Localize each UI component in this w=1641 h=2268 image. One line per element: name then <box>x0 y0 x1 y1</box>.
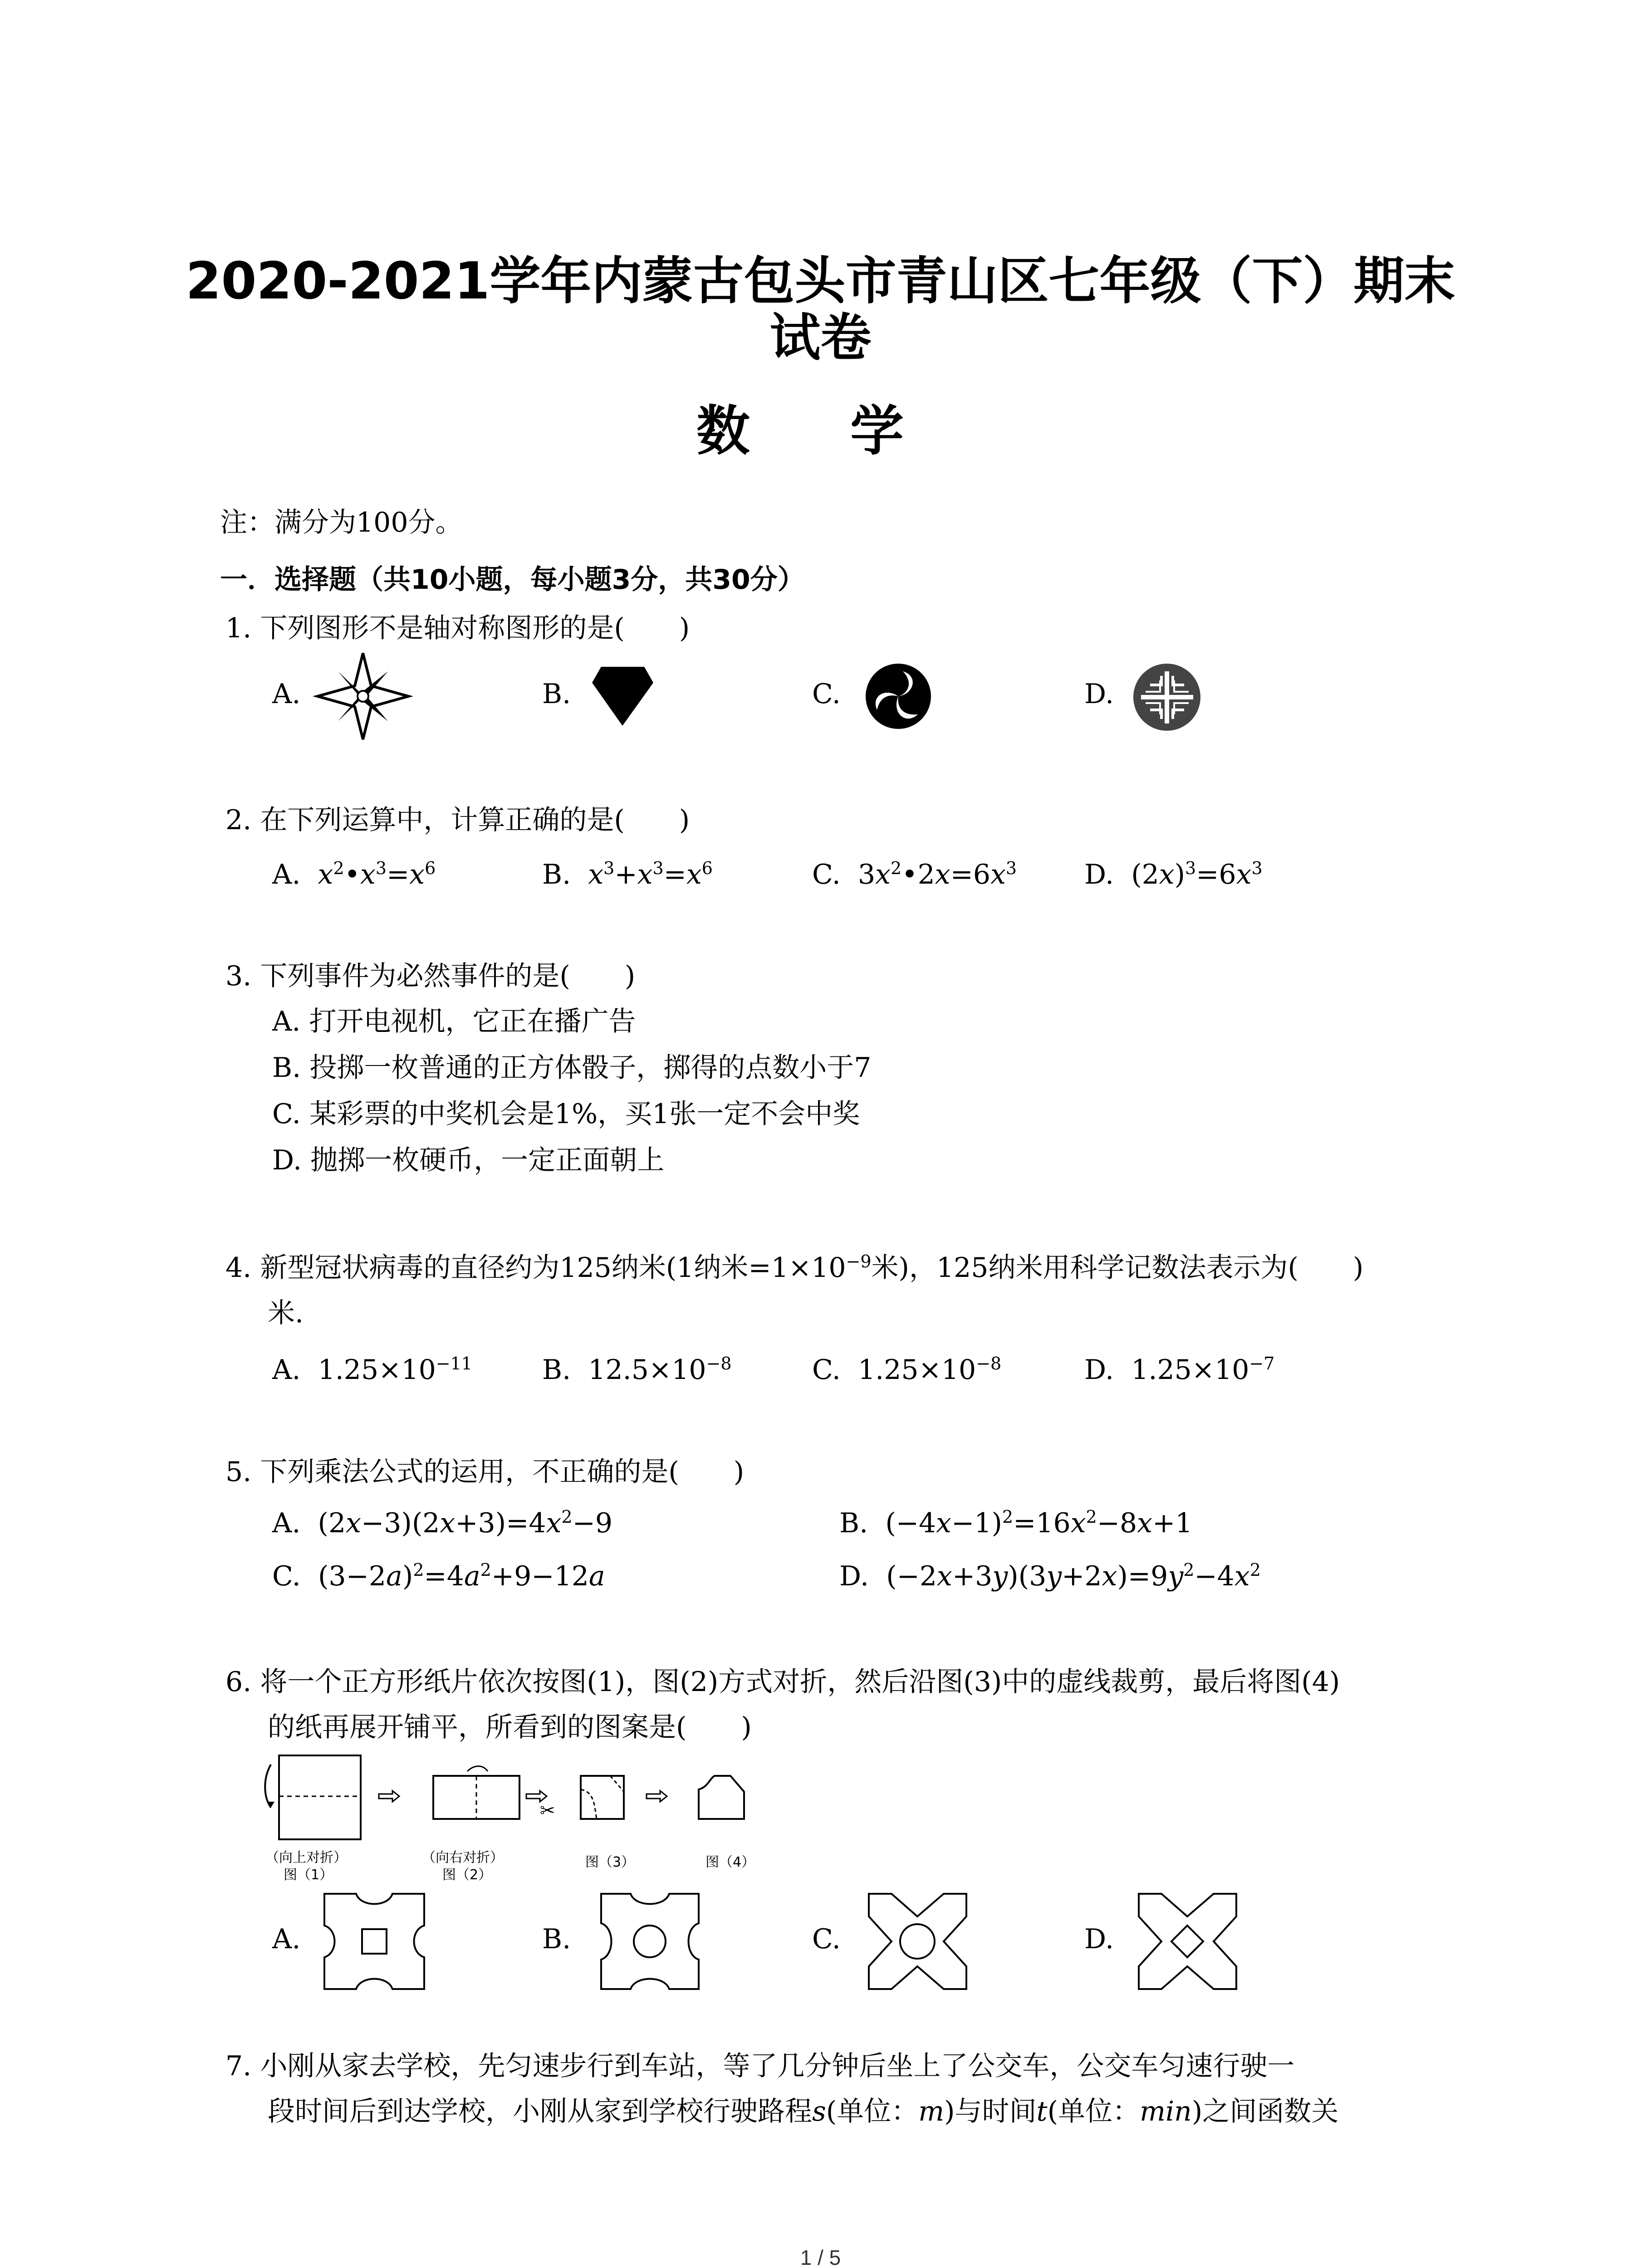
q6-option-c-pattern <box>869 1894 966 1989</box>
circular-pattern-icon <box>1132 662 1202 733</box>
section-heading: 一．选择题（共10小题，每小题3分，共30分） <box>220 564 805 596</box>
question-5-stem: 5. 下列乘法公式的运用，不正确的是( ) <box>225 1456 745 1488</box>
q6-option-c-label: C. <box>812 1923 841 1955</box>
question-4-stem: 4. 新型冠状病毒的直径约为125纳米(1纳米$=1\times 10^{-9}$米)，125纳米用科学记数法表示为( ) <box>225 1251 1364 1284</box>
q4-option-a: A. $1.25\times 10^{-11}$ <box>272 1354 472 1386</box>
page-title-line1: 2020-2021学年内蒙古包头市青山区七年级（下）期末 <box>186 252 1455 311</box>
question-4-stem-line2: 米. <box>268 1297 304 1329</box>
page-title-line2: 试卷 <box>769 308 872 367</box>
q5-option-b: B. $(-4x-1)^2=16x^2-8x+1$ <box>839 1507 1193 1539</box>
q5-option-d: D. $(-2x+3y)(3y+2x)=9y^2-4x^2$ <box>839 1560 1261 1592</box>
question-7-line2: 段时间后到达学校，小刚从家到学校行驶路程s(单位：m)与时间t(单位：min)之间函数关 <box>268 2096 1339 2127</box>
q1-option-b-label: B. <box>542 678 571 710</box>
fig4-caption: 图（4） <box>705 1854 755 1870</box>
fig3-caption: 图（3） <box>585 1854 635 1870</box>
subject-title: 数 学 <box>696 400 945 462</box>
page-number: 1 / 5 <box>800 2246 841 2268</box>
q5-option-a: A. $(2x-3)(2x+3)=4x^2-9$ <box>272 1507 613 1539</box>
question-7-line1: 7. 小刚从家去学校，先匀速步行到车站，等了几分钟后坐上了公交车，公交车匀速行驶一 <box>225 2050 1295 2082</box>
q1-option-a-label: A. <box>272 678 301 710</box>
q4-option-b: B. $12.5\times 10^{-8}$ <box>542 1354 732 1386</box>
question-1-stem: 1. 下列图形不是轴对称图形的是( ) <box>225 612 690 644</box>
q3-option-d: D. 抛掷一枚硬币，一定正面朝上 <box>272 1144 665 1176</box>
q6-option-b-label: B. <box>542 1923 571 1955</box>
triskelion-swirl-icon <box>864 662 932 730</box>
q3-option-c: C. 某彩票的中奖机会是1%，买1张一定不会中奖 <box>272 1098 860 1130</box>
q6-option-a-label: A. <box>272 1923 301 1955</box>
compass-star-icon <box>318 653 408 739</box>
question-2-stem: 2. 在下列运算中，计算正确的是( ) <box>225 804 690 836</box>
q2-option-b: B. $x^3+x^3=x^6$ <box>542 858 713 890</box>
fig1-caption-a: （向上对折） <box>265 1850 347 1866</box>
score-note: 注：满分为100分。 <box>220 507 463 538</box>
fig2-caption-b: 图（2） <box>442 1867 492 1883</box>
q2-option-c: C. $3x^2•2x=6x^3$ <box>812 858 1017 890</box>
fig2-caption-a: （向右对折） <box>422 1850 504 1866</box>
q4-option-c: C. $1.25\times 10^{-8}$ <box>812 1354 1002 1386</box>
q6-option-a-pattern <box>324 1894 424 1989</box>
question-3-stem: 3. 下列事件为必然事件的是( ) <box>225 960 636 992</box>
diamond-gem-icon <box>592 667 653 726</box>
q3-option-b: B. 投掷一枚普通的正方体骰子，掷得的点数小于7 <box>272 1052 872 1084</box>
question-6-stem-line2: 的纸再展开铺平，所看到的图案是( ) <box>268 1711 752 1743</box>
q6-option-d-label: D. <box>1084 1923 1114 1955</box>
q6-option-d-pattern <box>1139 1894 1236 1989</box>
question-6-stem-line1: 6. 将一个正方形纸片依次按图(1)，图(2)方式对折，然后沿图(3)中的虚线裁剪，最后将图(4) <box>225 1666 1340 1698</box>
svg-text:✂: ✂ <box>540 1800 555 1821</box>
q2-option-d: D. $(2x)^3=6x^3$ <box>1084 858 1263 890</box>
q5-option-c: C. $(3-2a)^2=4a^2+9-12a$ <box>272 1560 605 1592</box>
q3-option-a: A. 打开电视机，它正在播广告 <box>272 1006 636 1037</box>
q1-option-d-label: D. <box>1084 678 1114 710</box>
q6-option-b-pattern <box>601 1894 699 1989</box>
fig1-caption-b: 图（1） <box>284 1867 333 1883</box>
q1-option-c-label: C. <box>812 678 841 710</box>
q4-option-d: D. $1.25\times 10^{-7}$ <box>1084 1354 1275 1386</box>
q2-option-a: A. $x^2•x^3=x^6$ <box>272 858 436 890</box>
